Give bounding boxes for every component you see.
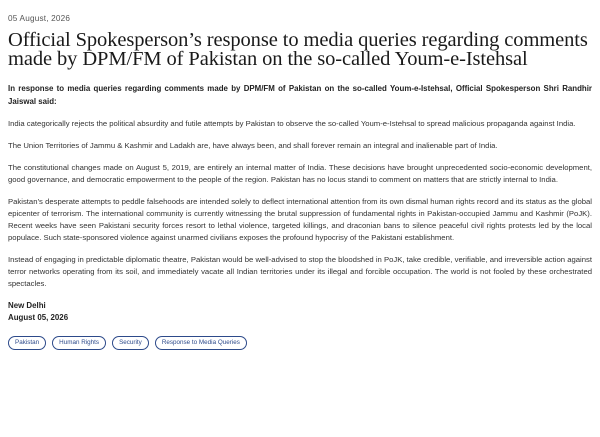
tag-security[interactable]: Security [112,336,149,350]
tag-list [8,336,592,350]
intro-statement: In response to media queries regarding comments made by DPM/FM of Pakistan on the so-called Youm-e-Istehsal, Official Spokesperson Shri Randhir Jaiswal said: [8,84,592,106]
body-paragraph: Pakistan’s desperate attempts to peddle falsehoods are intended solely to deflect international attention from its own dismal human rights record and its status as the global epicenter of terrorism. The international community is currently witnessing the brutal suppression of fundamental rights in Pakistan-occupied Jammu and Kashmir (PoJK). Recent weeks have seen Pakistani security forces resort to lethal violence, targeted killings, and draconian bans to silence peaceful civil rights protests led by the local populace. Such state-sponsored violence against unarmed civilians exposes the profound hypocrisy of the Pakistani establishment. [8,197,592,242]
tag-pakistan[interactable]: Pakistan [8,336,46,350]
body-paragraph: The constitutional changes made on August 5, 2019, are entirely an internal matter of India. These decisions have brought unprecedented socio-economic development, good governance, and democratic empowerment to the people of the region. Pakistan has no locus standi to comment on matters that are strictly internal to India. [8,163,592,184]
tag-response-to-media-queries[interactable]: Response to Media Queries [155,336,247,350]
dateline-place: New Delhi [8,301,46,310]
body-paragraph: India categorically rejects the political absurdity and futile attempts by Pakistan to observe the so-called Youm-e-Istehsal to spread malicious propaganda against India. [8,119,576,128]
dateline-date: August 05, 2026 [8,313,69,322]
tag-human-rights[interactable]: Human Rights [52,336,106,350]
body-paragraph: Instead of engaging in predictable diplomatic theatre, Pakistan would be well-advised to stop the bloodshed in PoJK, take credible, verifiable, and irreversible action against terror networks operating from its soil, and immediately vacate all Indian territories under its illegal and forcible occupation. The world is not fooled by these orchestrated spectacles. [8,255,592,288]
page-title: Official Spokesperson’s response to media queries regarding comments made by DPM/FM of Pakistan on the so-called Youm-e-Istehsal [8,29,588,70]
publish-date: 05 August, 2026 [8,14,71,23]
body-paragraph: The Union Territories of Jammu & Kashmir and Ladakh are, have always been, and shall forever remain an integral and inalienable part of India. [8,141,498,150]
